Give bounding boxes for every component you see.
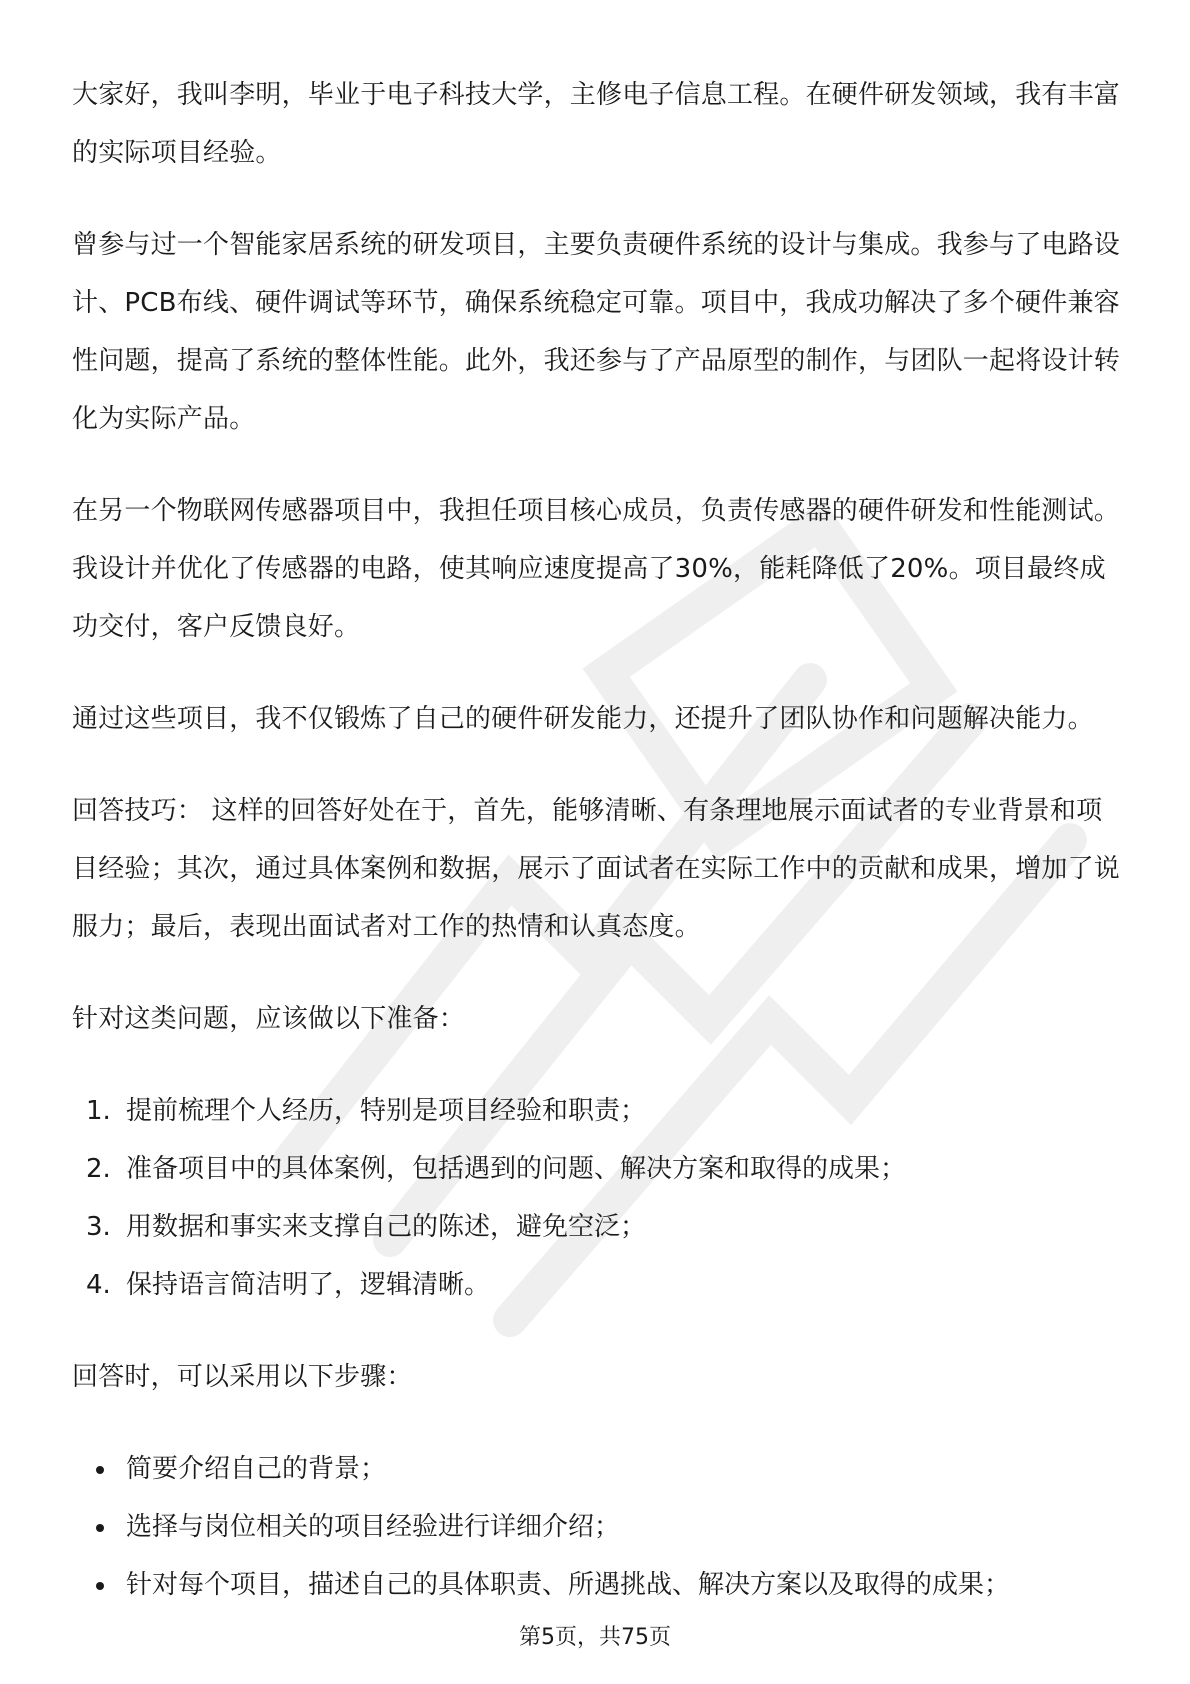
list-item xyxy=(72,1440,1122,1498)
list-item-text: 用数据和事实来支撑自己的陈述，避免空泛； xyxy=(126,1212,647,1242)
list-item-number: 2. xyxy=(86,1154,111,1184)
list-item xyxy=(72,1256,1122,1314)
intro-paragraph: 大家好，我叫李明，毕业于电子科技大学，主修电子信息工程。在硬件研发领域，我有丰富的实际项目经验。 xyxy=(72,80,1121,168)
list-item-text: 简要介绍自己的背景； xyxy=(126,1454,387,1484)
steps-intro: 回答时，可以采用以下步骤： xyxy=(72,1362,413,1392)
bullet-icon xyxy=(96,1524,104,1532)
list-item xyxy=(72,1556,1122,1614)
list-item-number: 3. xyxy=(86,1212,111,1242)
steps-list xyxy=(72,1440,1122,1614)
list-item xyxy=(72,1498,1122,1556)
bullet-icon xyxy=(96,1466,104,1474)
list-item-text: 保持语言简洁明了，逻辑清晰。 xyxy=(126,1270,491,1300)
preparation-list xyxy=(72,1082,1122,1314)
list-item xyxy=(72,1082,1122,1140)
iot-sensor-paragraph: 在另一个物联网传感器项目中，我担任项目核心成员，负责传感器的硬件研发和性能测试。我设计并优化了传感器的电路，使其响应速度提高了30%，能耗降低了20%。项目最终成功交付，客户反馈良好。 xyxy=(72,496,1121,642)
list-item-text: 针对每个项目，描述自己的具体职责、所遇挑战、解决方案以及取得的成果； xyxy=(126,1570,1011,1600)
summary-paragraph: 通过这些项目，我不仅锻炼了自己的硬件研发能力，还提升了团队协作和问题解决能力。 xyxy=(72,704,1094,734)
list-item-text: 准备项目中的具体案例，包括遇到的问题、解决方案和取得的成果； xyxy=(126,1154,907,1184)
list-item-number: 1. xyxy=(86,1096,111,1126)
list-item-text: 提前梳理个人经历，特别是项目经验和职责； xyxy=(126,1096,647,1126)
preparation-intro: 针对这类问题，应该做以下准备： xyxy=(72,1004,466,1034)
answer-tips-paragraph: 回答技巧： 这样的回答好处在于，首先，能够清晰、有条理地展示面试者的专业背景和项目经验；其次，通过具体案例和数据，展示了面试者在实际工作中的贡献和成果，增加了说服力；最后，表现出面试者对工作的热情和认真态度。 xyxy=(72,796,1121,942)
smart-home-paragraph: 曾参与过一个智能家居系统的研发项目，主要负责硬件系统的设计与集成。我参与了电路设计、PCB布线、硬件调试等环节，确保系统稳定可靠。项目中，我成功解决了多个硬件兼容性问题，提高了系统的整体性能。此外，我还参与了产品原型的制作，与团队一起将设计转化为实际产品。 xyxy=(72,230,1121,434)
bullet-icon xyxy=(96,1582,104,1590)
list-item-text: 选择与岗位相关的项目经验进行详细介绍； xyxy=(126,1512,621,1542)
list-item xyxy=(72,1140,1122,1198)
list-item-number: 4. xyxy=(86,1270,111,1300)
list-item xyxy=(72,1198,1122,1256)
page-number-footer: 第5页，共75页 xyxy=(519,1625,671,1650)
main-content xyxy=(72,66,1122,1648)
